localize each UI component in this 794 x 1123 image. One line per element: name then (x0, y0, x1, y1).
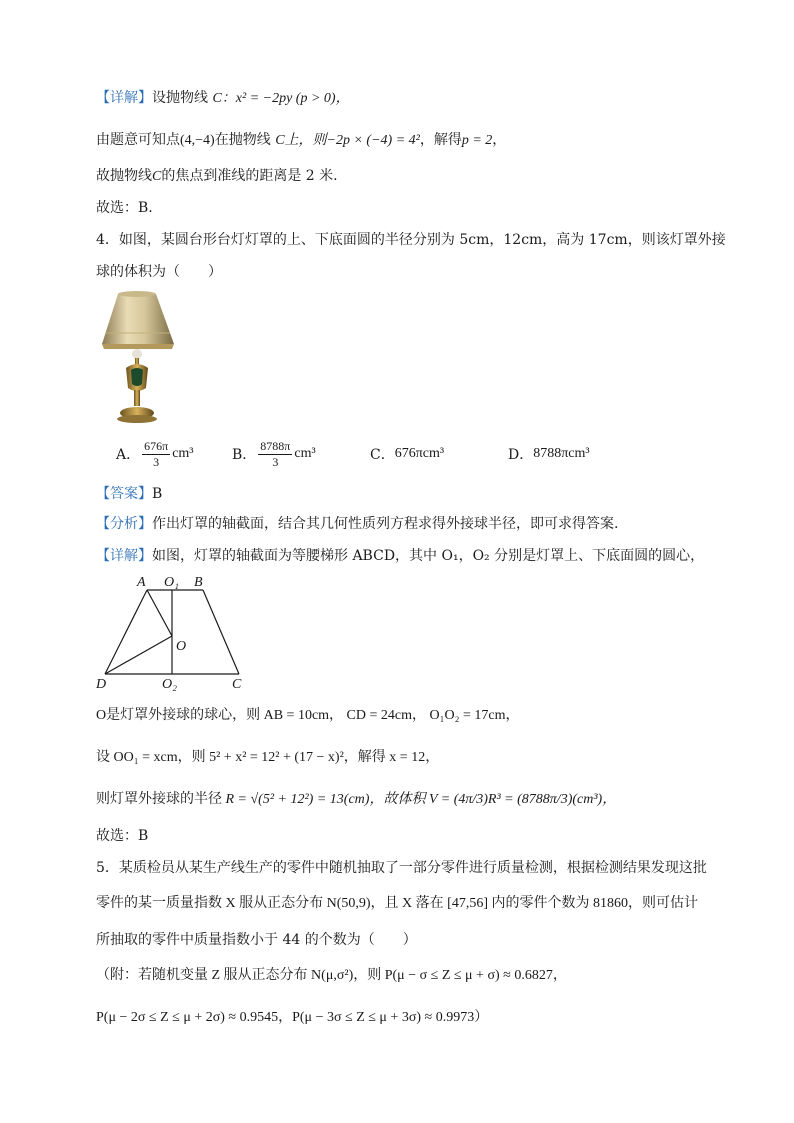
denominator: 3 (153, 454, 160, 469)
analysis-line (96, 514, 618, 534)
volume-formula: V = (4π/3)R³ = (8788π/3)(cm³)， (428, 792, 617, 807)
detail-equation-line: 设 OO₁ = xcm，则 5² + x² = 12² + (17 − x)²，解得 x = 12， (96, 750, 440, 765)
answer-tag: 【答案】 (96, 486, 152, 502)
label-o1: O₁ (164, 575, 179, 590)
lamp-image (98, 288, 178, 426)
numerator: 676π (144, 438, 169, 453)
choose-line-q4: 故选：B (96, 828, 149, 844)
detail-line (96, 546, 704, 566)
analysis-tag: 【分析】 (96, 516, 152, 532)
formula: C上，则 (275, 133, 327, 148)
option-letter: D． (508, 447, 534, 463)
segment-bc (203, 590, 239, 674)
radius-formula: R = √(5² + 12²) = 13(cm)，故体积 (225, 792, 426, 807)
option-letter: A． (116, 447, 141, 463)
option-text: 8788πcm³ (533, 446, 590, 461)
label-a: A (137, 575, 146, 590)
text: 则灯罩外接球的半径 (96, 792, 222, 807)
label-d: D (96, 677, 107, 692)
denominator: 3 (272, 454, 279, 469)
q5-line-4: （附：若随机变量 Z 服从正态分布 N(μ,σ²)，则 P(μ − σ ≤ Z ≤ μ + σ) ≈ 0.6827， (96, 968, 567, 983)
label-o: O (176, 639, 187, 654)
detail-center-line: O是灯罩外接球的球心，则 AB = 10cm， CD = 24cm， O₁O₂ = 17cm， (96, 708, 520, 723)
option-d[interactable] (508, 438, 590, 470)
text: 故抛物线 (96, 168, 152, 184)
option-a[interactable] (116, 438, 194, 470)
option-c[interactable] (370, 438, 444, 470)
unit: cm³ (294, 446, 316, 461)
formula: (4,−4) (180, 133, 215, 148)
analysis-text: 作出灯罩的轴截面，结合其几何性质列方程求得外接球半径，即可求得答案. (152, 516, 619, 532)
detail-tag: 【详解】 (96, 548, 152, 564)
numerator: 8788π (260, 438, 291, 453)
text: ，解得 (419, 132, 462, 148)
fraction (142, 439, 170, 470)
formula: p = 2 (461, 133, 493, 148)
label-c: C (232, 677, 242, 692)
detail-text: 如图，灯罩的轴截面为等腰梯形 ABCD，其中 O₁，O₂ 分别是灯罩上、下底面圆的圆心， (152, 548, 705, 564)
q5-line-5: P(μ − 2σ ≤ Z ≤ μ + 2σ) ≈ 0.9545，P(μ − 3σ ≤ Z ≤ μ + 3σ) ≈ 0.9973） (96, 1010, 489, 1025)
q5-line-1: 5．某质检员从某生产线生产的零件中随机抽取了一部分零件进行质量检测，根据检测结果发现这批 (96, 860, 707, 876)
text: 在抛物线 (214, 132, 271, 148)
choose-line: 故选：B. (96, 200, 153, 216)
formula: −2p × (−4) = 4² (326, 133, 420, 148)
q4-stem-2: 球的体积为（ ） (96, 264, 222, 280)
unit: cm³ (172, 446, 194, 461)
text: 的焦点到准线的距离是 2 米. (161, 168, 338, 184)
q5-line-3: 所抽取的零件中质量指数小于 44 的个数为（ ） (96, 932, 417, 948)
detail-line-3 (96, 166, 338, 187)
detail-line-1 (96, 88, 350, 109)
formula: C：x² = −2py (p > 0)， (212, 91, 350, 106)
text: 由题意可知点 (96, 132, 180, 148)
text: 设抛物线 (152, 90, 208, 106)
formula: C (152, 169, 162, 184)
option-text: 676πcm³ (394, 446, 445, 461)
detail-tag: 【详解】 (96, 90, 152, 106)
q4-stem-1: 4．如图，某圆台形台灯灯罩的上、下底面圆的半径分别为 5cm，12cm，高为 17cm，则该灯罩外接 (96, 232, 726, 248)
trapezoid-diagram (90, 570, 260, 694)
text: ， (492, 132, 507, 148)
answer-value: B (152, 486, 163, 502)
detail-radius-line (96, 790, 616, 810)
label-b: B (194, 575, 203, 590)
fraction (258, 439, 292, 470)
segment-ao (147, 590, 172, 636)
option-letter: C． (370, 447, 395, 463)
q5-line-2: 零件的某一质量指数 X 服从正态分布 N(50,9)，且 X 落在 [47,56] 内的零件个数为 81860，则可估计 (96, 896, 698, 911)
option-letter: B． (232, 447, 257, 463)
detail-line-2 (96, 130, 506, 151)
option-b[interactable] (232, 438, 316, 470)
answer-line (96, 484, 162, 504)
label-o2: O₂ (162, 677, 177, 692)
